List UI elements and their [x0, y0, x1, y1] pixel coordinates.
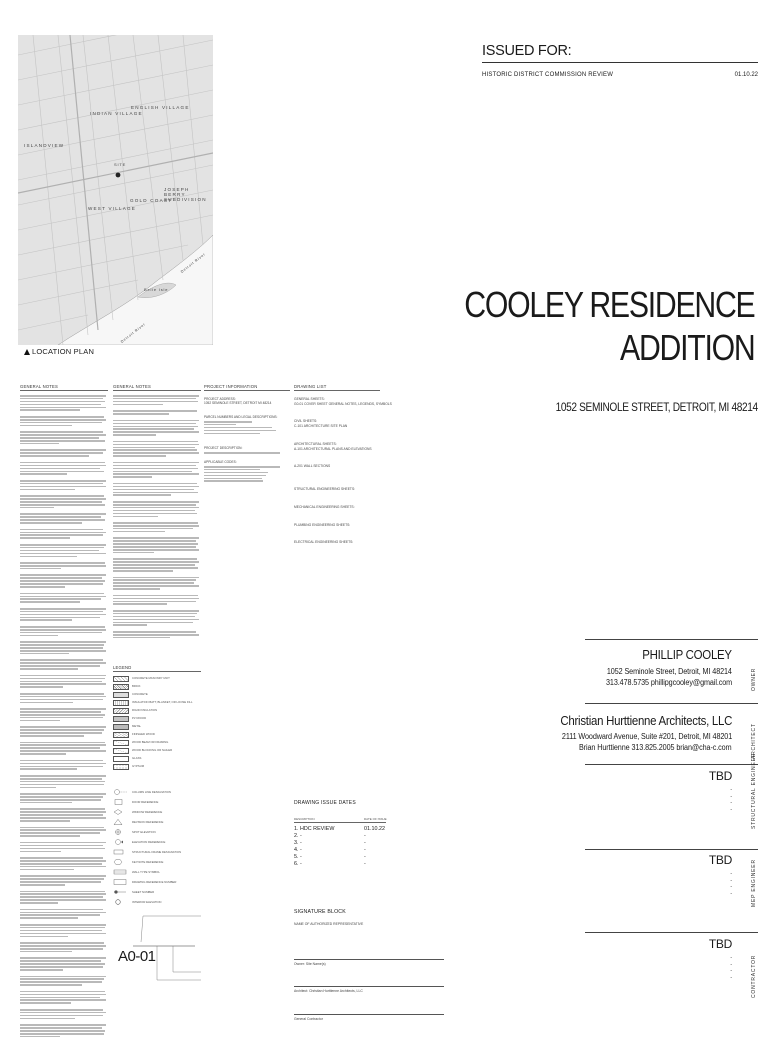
contractor-side-label: CONTRACTOR — [751, 954, 757, 998]
map-label-indian-village: INDIAN VILLAGE — [90, 111, 143, 116]
elevation-reference-icon — [113, 839, 127, 845]
general-notes-rule-2 — [113, 390, 201, 391]
interior-elevation-icon — [113, 899, 127, 905]
owner-divider — [585, 639, 758, 640]
map-label-west-village: WEST VILLAGE — [88, 206, 137, 211]
structural-divider — [585, 764, 758, 765]
structural-frame-icon — [113, 849, 127, 855]
sheet-number-icon — [113, 889, 127, 895]
contractor-blanks: - - - - — [730, 955, 732, 981]
drawing-reference-icon — [113, 879, 127, 885]
architect-side-label: ARCHITECT — [751, 723, 757, 759]
general-notes-heading-1: GENERAL NOTES — [20, 384, 59, 389]
plywood-hatch-icon — [113, 716, 129, 722]
issue-row-description: 3. - — [294, 840, 302, 846]
project-description-heading: PROJECT DESCRIPTION: — [204, 446, 243, 450]
issue-row-description: 4. - — [294, 847, 302, 853]
architect-divider — [585, 703, 758, 704]
structural-engineer-blanks: - - - - — [730, 787, 732, 813]
parcel-text — [204, 421, 284, 435]
signature-caption-contractor: General Contractor — [294, 1017, 323, 1021]
issue-row-description: 6. - — [294, 861, 302, 867]
map-label-detroit-river-west: Detroit River — [119, 322, 147, 344]
project-title-line2: ADDITION — [619, 327, 754, 368]
issue-row-description: 1. HDC REVIEW — [294, 826, 335, 832]
drawing-list-item: MECHANICAL ENGINEERING SHEETS: — [294, 505, 355, 509]
contractor-divider — [585, 932, 758, 933]
issued-for-heading: ISSUED FOR: — [482, 43, 572, 59]
project-title-line1: COOLEY RESIDENCE — [463, 284, 754, 325]
drawing-list-item: ELECTRICAL ENGINEERING SHEETS: — [294, 540, 354, 544]
metal-hatch-icon — [113, 724, 129, 730]
location-plan-label: LOCATION PLAN — [32, 347, 95, 356]
issue-dates-col-date: DATE OF ISSUE — [364, 817, 387, 821]
issue-dates-title: DRAWING ISSUE DATES — [294, 800, 356, 806]
drawing-list-item: G0-01 COVER SHEET GENERAL NOTES, LEGENDS, SYMBOLS — [294, 402, 392, 406]
issue-row-description: 5. - — [294, 854, 302, 860]
project-address-heading: PROJECT ADDRESS: — [204, 397, 236, 401]
project-information-heading: PROJECT INFORMATION — [204, 384, 258, 389]
issue-dates-col-description: DESCRIPTION — [294, 817, 315, 821]
wood-blocking-icon — [113, 748, 129, 754]
window-reference-icon — [113, 809, 127, 815]
contractor-signature-line[interactable] — [294, 1014, 444, 1015]
finished-wood-icon — [113, 732, 129, 738]
general-notes-rule-1 — [20, 390, 108, 391]
owner-contact: 313.478.5735 phillipgcooley@gmail.com — [605, 678, 732, 687]
parcel-heading: PARCEL NUMBERS AND LEGAL DESCRIPTIONS: — [204, 415, 278, 419]
signature-caption-architect: Architect: Christian Hurttienne Architects, LLC — [294, 989, 363, 993]
owner-address: 1052 Seminole Street, Detroit, MI 48214 — [607, 667, 732, 676]
project-address-value: 1052 SEMINOLE STREET, DETROIT MI 48214 — [204, 401, 272, 405]
issue-dates-rule — [294, 822, 386, 823]
rigid-insulation-icon — [113, 708, 129, 714]
issue-row-date: - — [364, 854, 366, 860]
drawing-list-item: GENERAL SHEETS: — [294, 397, 325, 401]
map-label-gold-coast: GOLD COAST — [130, 198, 173, 203]
issue-row-date: - — [364, 861, 366, 867]
mep-engineer-blanks: - - - - — [730, 871, 732, 897]
drawing-list-item: STRUCTURAL ENGINEERING SHEETS: — [294, 487, 356, 491]
project-description-text — [204, 452, 284, 455]
gypsum-hatch-icon — [113, 764, 129, 770]
owner-signature-line[interactable] — [294, 959, 444, 960]
applicable-codes-heading: APPLICABLE CODES: — [204, 460, 237, 464]
batt-insulation-icon — [113, 700, 129, 706]
project-information-rule — [204, 390, 290, 391]
architect-name: Christian Hurttienne Architects, LLC — [560, 713, 732, 728]
issue-row-description: 2. - — [294, 833, 302, 839]
general-notes-text-2 — [113, 395, 199, 640]
revision-reference-icon — [113, 819, 127, 825]
issued-purpose: HISTORIC DISTRICT COMMISSION REVIEW — [482, 72, 614, 78]
map-label-joseph-berry: JOSEPH BERRY SUBDIVISION — [164, 187, 207, 202]
drawing-list-item: PLUMBING ENGINEERING SHEETS: — [294, 523, 351, 527]
issue-row-date: - — [364, 840, 366, 846]
legend-heading: LEGEND — [113, 665, 132, 670]
architect-contact: Brian Hurttienne 313.825.2005 brian@cha-c.com — [579, 743, 732, 752]
issued-divider — [482, 62, 758, 63]
cmu-hatch-icon — [113, 676, 129, 682]
sheet-frame: INDIAN VILLAGE ENGLISH VILLAGE ISLANDVIEW WEST VILLAGE GOLD COAST JOSEPH BERRY SUBDIVISION SITE Detroit River Belle Isle Detroit River LOCATION PLAN ISSUED FOR: HISTORIC DISTRICT COMMISSION REVIEW 01.10.22 COOLEY RESIDENCE ADDITION 1052 SEMINOLE STREET, DETROIT, MI 48214 GENERAL NOTES GENERAL NOTES PROJECT INFORMATION DRAWING LIST LEGEND CONCRETE MASONRY UNIT BRICK CONCRETE INSULATION BATT, BLANKET, OR LOOSE FILL RIGID INSULATION PLYWOOD METAL FINISHED WOOD WOOD BEAM OR FRAMING WOOD BLOCKING OR NAILER GLASS GYPSUM COLUMN LINE DESIGNATION DOOR REFERENCE WINDOW REFERENCE REVISION REFERENCE SPOT ELEVATION ELEVATION REFERENCE STRUCTURAL FRAME DESIGNATION KEYNOTE REFERENCE WALL TYPE SYMBOL DRAWING REFERENCE NUMBER SHEET NUMBER INTERIOR ELEVATION A0-01 PROJECT ADDRESS: 1052 SEMINOLE STREET, DETROIT MI 48214 PARCEL NUMBERS AND LEGAL DESCRIPTIONS: PROJECT DESCRIPTION: APPLICABLE CODES: GENERAL SHEETS: G0-01 COVER SHEET GENERAL NOTES, LEGENDS, SYMBOLS CIVIL SHEETS: C-101 ARCHITECTURE SITE PLAN ARCHITECTURAL SHEETS: A-101 ARCHITECTURAL PLANS AND ELEVATIONS A-201 WALL SECTIONS STRUCTURAL ENGINEERING SHEETS: MECHANICAL ENGINEERING SHEETS: PLUMBING ENGINEERING SHEETS: ELECTRICAL ENGINEERING SHEETS: PHILLIP COOLEY 1052 Seminole Street, Detroit, MI 48214 313.478.5735 phillipgcooley@gmail.com OWNER Christian Hurttienne Architects, LLC 2111 Woodward Avenue, Suite #201, Detroit, MI 48201 Brian Hurttienne 313.825.2005 brian@cha-c.com ARCHITECT TBD - - - - STRUCTURAL ENGINEER TBD - - - - MEP ENGINEER TBD - - - - CONTRACTOR DRAWING ISSUE DATES DESCRIPTION DATE OF ISSUE 1. HDC REVIEW 01.10.22 2. - - 3. - - 4. - - 5. - - 6. - - SIGNATURE BLOCK NAME OF AUTHORIZED REPRESENTATIVE Owner: Site Name(s) Architect: Christian Hurttienne Architects, LLC General Contractor — [18, 35, 758, 1024]
map-label-detroit-river-east: Detroit River — [179, 252, 207, 274]
issued-date: 01.10.22 — [734, 72, 758, 78]
signature-block-title: SIGNATURE BLOCK — [294, 909, 346, 915]
owner-side-label: OWNER — [751, 667, 757, 691]
owner-name: PHILLIP COOLEY — [642, 647, 732, 662]
drawing-list-item: A-201 WALL SECTIONS — [294, 464, 331, 468]
map-label-belle-isle: Belle Isle — [144, 287, 169, 292]
location-plan-title — [24, 347, 94, 356]
drawing-list-item: C-101 ARCHITECTURE SITE PLAN — [294, 424, 348, 428]
wall-type-icon — [113, 869, 127, 875]
structural-engineer-side-label: STRUCTURAL ENGINEER — [751, 752, 757, 829]
legend-rule — [113, 671, 201, 672]
general-notes-text-1 — [20, 395, 106, 1039]
general-notes-heading-2: GENERAL NOTES — [113, 384, 152, 389]
concrete-hatch-icon — [113, 692, 129, 698]
architect-signature-line[interactable] — [294, 986, 444, 987]
door-reference-icon — [113, 799, 127, 805]
vicinity-map — [18, 35, 213, 345]
issue-row-date: 01.10.22 — [364, 826, 385, 832]
mep-engineer-side-label: MEP ENGINEER — [751, 859, 757, 907]
map-label-islandview: ISLANDVIEW — [24, 143, 65, 148]
project-title — [464, 283, 754, 369]
drawing-list-item: ARCHITECTURAL SHEETS: — [294, 442, 337, 446]
column-line-icon — [113, 789, 127, 795]
mep-engineer-value: TBD — [708, 853, 732, 867]
drawing-list-heading: DRAWING LIST — [294, 384, 327, 389]
contractor-value: TBD — [708, 937, 732, 951]
structural-engineer-value: TBD — [708, 769, 732, 783]
wood-beam-icon — [113, 740, 129, 746]
drawing-list-rule — [294, 390, 380, 391]
signature-caption-representative: NAME OF AUTHORIZED REPRESENTATIVE — [294, 922, 364, 926]
map-label-site: SITE — [114, 162, 127, 167]
project-address: 1052 SEMINOLE STREET, DETROIT, MI 48214 — [555, 402, 758, 414]
applicable-codes-text — [204, 466, 284, 483]
spot-elevation-icon — [113, 829, 127, 835]
drawing-list-item: CIVIL SHEETS: — [294, 419, 318, 423]
drawing-list-item: A-101 ARCHITECTURAL PLANS AND ELEVATIONS — [294, 447, 372, 451]
north-arrow-icon — [24, 349, 30, 355]
map-label-english-village: ENGLISH VILLAGE — [131, 105, 190, 110]
mep-divider — [585, 849, 758, 850]
signature-caption-owner: Owner: Site Name(s) — [294, 962, 326, 966]
section-marker-number: A0-01 — [118, 948, 156, 965]
architect-address: 2111 Woodward Avenue, Suite #201, Detroit, MI 48201 — [561, 732, 732, 741]
brick-hatch-icon — [113, 684, 129, 690]
issue-row-date: - — [364, 847, 366, 853]
keynote-icon — [113, 859, 127, 865]
issue-row-date: - — [364, 833, 366, 839]
glass-hatch-icon — [113, 756, 129, 762]
